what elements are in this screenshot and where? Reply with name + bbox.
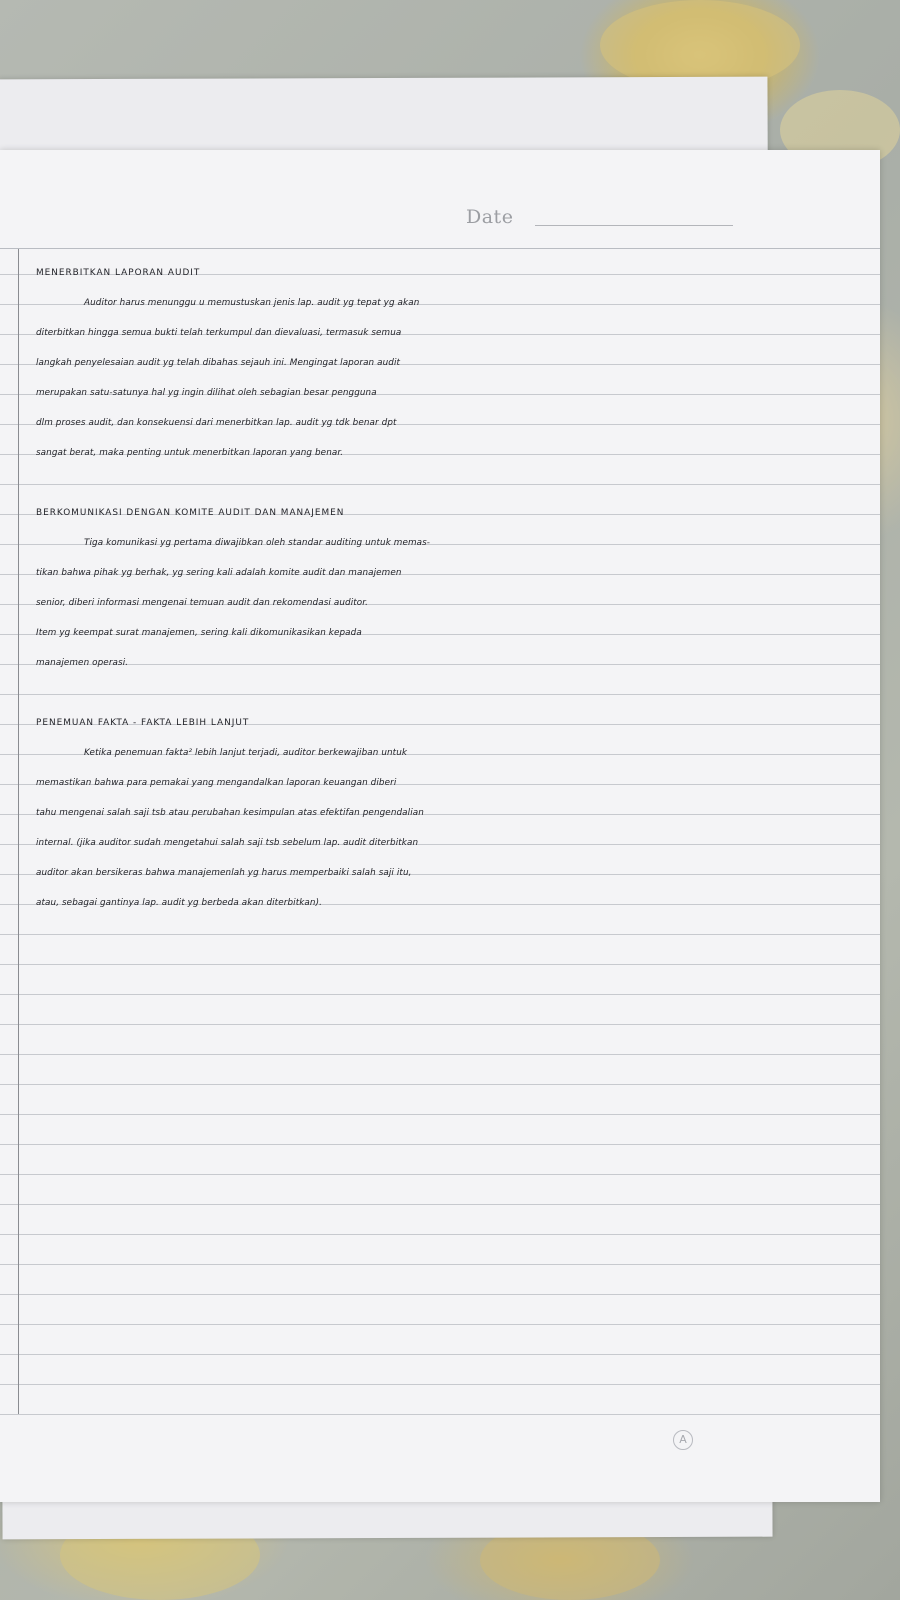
text-line: senior, diberi informasi mengenai temuan audit dan rekomendasi auditor. <box>36 598 369 608</box>
page-mark-icon: A <box>673 1430 693 1450</box>
text-line: atau, sebagai gantinya lap. audit yg berbeda akan diterbitkan). <box>36 898 323 908</box>
text-line: sangat berat, maka penting untuk menerbitkan laporan yang benar. <box>36 448 344 458</box>
text-line: internal. (jika auditor sudah mengetahui salah saji tsb sebelum lap. audit diterbitkan <box>36 838 419 848</box>
text-line: auditor akan bersikeras bahwa manajemenlah yg harus memperbaiki salah saji itu, <box>36 868 412 878</box>
text-line: Tiga komunikasi yg pertama diwajibkan oleh standar auditing untuk memas- <box>84 538 431 548</box>
text-line: manajemen operasi. <box>36 658 129 668</box>
text-line: Auditor harus menunggu u memustuskan jenis lap. audit yg tepat yg akan <box>84 298 420 308</box>
text-line: tahu mengenai salah saji tsb atau perubahan kesimpulan atas efektifan pengendalian <box>36 808 424 818</box>
date-field-line <box>535 225 733 226</box>
text-line: dlm proses audit, dan konsekuensi dari menerbitkan lap. audit yg tdk benar dpt <box>36 418 397 428</box>
section-heading: BERKOMUNIKASI DENGAN KOMITE AUDIT DAN MANAJEMEN <box>36 508 345 518</box>
text-line: tikan bahwa pihak yg berhak, yg sering kali adalah komite audit dan manajemen <box>36 568 402 578</box>
text-line: Item yg keempat surat manajemen, sering kali dikomunikasikan kepada <box>36 628 362 638</box>
margin-line <box>18 249 19 1414</box>
date-label: Date <box>466 206 514 228</box>
text-line: diterbitkan hingga semua bukti telah terkumpul dan dievaluasi, termasuk semua <box>36 328 402 338</box>
section-heading: MENERBITKAN LAPORAN AUDIT <box>36 268 201 278</box>
section-heading: PENEMUAN FAKTA - FAKTA LEBIH LANJUT <box>36 718 250 728</box>
handwritten-notes <box>36 258 886 918</box>
text-line: langkah penyelesaian audit yg telah dibahas sejauh ini. Mengingat laporan audit <box>36 358 401 368</box>
header-rule <box>0 248 880 249</box>
text-line: memastikan bahwa para pemakai yang mengandalkan laporan keuangan diberi <box>36 778 397 788</box>
text-line: merupakan satu-satunya hal yg ingin dilihat oleh sebagian besar pengguna <box>36 388 377 398</box>
text-line: Ketika penemuan fakta² lebih lanjut terjadi, auditor berkewajiban untuk <box>84 748 408 758</box>
